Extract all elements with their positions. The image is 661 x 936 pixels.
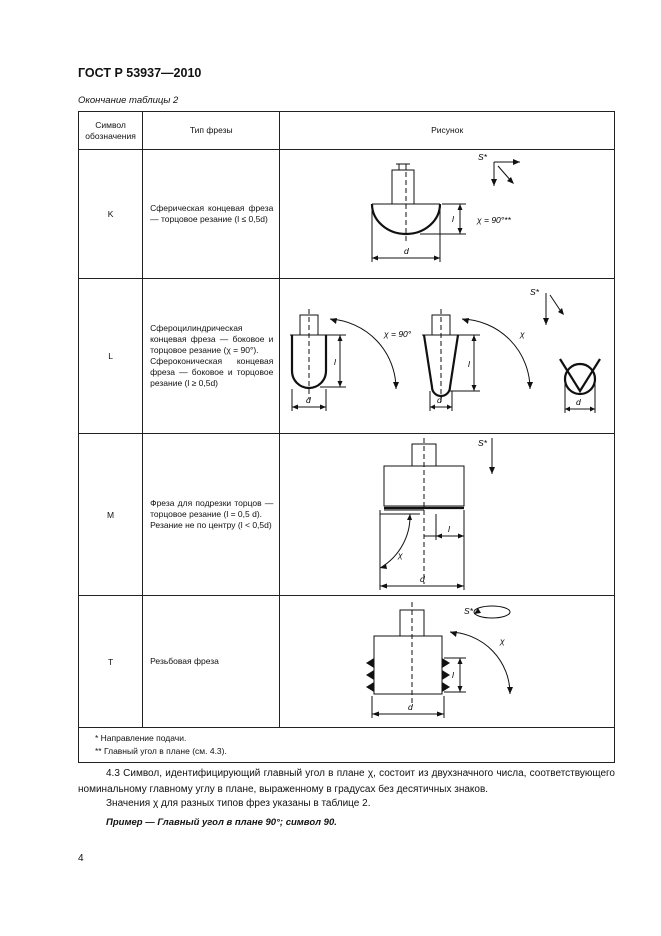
paragraph-4-3: 4.3 Символ, идентифицирующий главный угол в плане χ, состоит из двухзначного числа, соответствующего номинальному главному углу в плане, выраженному в градусах без десятичных знаков. bbox=[78, 768, 615, 795]
document-code: ГОСТ Р 53937—2010 bbox=[78, 66, 202, 80]
row-symbol: M bbox=[79, 434, 143, 596]
milling-cutter-table bbox=[78, 111, 615, 763]
thread-mill-drawing bbox=[366, 602, 513, 718]
row-type: Фреза для подрезки торцов — торцовое резание (l = 0,5 d). Резание не по центру (l < 0,5d) bbox=[143, 434, 280, 596]
face-mill-drawing bbox=[380, 438, 464, 590]
label-d: d bbox=[576, 397, 582, 407]
header-symbol: Символ обозначения bbox=[79, 112, 143, 150]
label-l: l bbox=[334, 357, 337, 367]
label-l: l bbox=[452, 670, 455, 680]
label-chi-90: χ = 90° bbox=[384, 329, 412, 339]
label-s: S* bbox=[530, 287, 540, 297]
row-symbol: T bbox=[79, 596, 143, 728]
label-chi: χ = 90°** bbox=[477, 215, 512, 225]
row-symbol: L bbox=[79, 279, 143, 434]
header-figure: Рисунок bbox=[280, 112, 615, 150]
feed-direction-arrows bbox=[478, 152, 520, 186]
label-d: d bbox=[404, 246, 410, 256]
page-number: 4 bbox=[78, 853, 84, 864]
label-chi: χ bbox=[520, 329, 525, 339]
example-text: Пример — Главный угол в плане 90°; символ 90. bbox=[106, 817, 337, 828]
table-row bbox=[79, 596, 615, 728]
label-l: l bbox=[468, 359, 471, 369]
label-d: d bbox=[306, 395, 312, 405]
table-caption: Окончание таблицы 2 bbox=[78, 95, 179, 106]
footnote: ** Главный угол в плане (см. 4.3). bbox=[95, 746, 227, 756]
label-chi: χ bbox=[500, 636, 505, 646]
row-type: Сферическая концевая фреза — торцовое резание (l ≤ 0,5d) bbox=[143, 150, 280, 279]
footnotes bbox=[79, 728, 615, 763]
footnotes-row bbox=[79, 728, 615, 763]
paragraph-values: Значения χ для разных типов фрез указаны в таблице 2. bbox=[106, 798, 371, 809]
figure-thread-mill bbox=[280, 596, 615, 728]
label-d: d bbox=[408, 702, 414, 712]
label-l: l bbox=[448, 524, 451, 534]
feed-rotation-arrows bbox=[464, 606, 510, 618]
footnote: * Направление подачи. bbox=[95, 733, 187, 743]
figure-face-mill bbox=[280, 434, 615, 596]
row-type: Резьбовая фреза bbox=[143, 596, 280, 728]
label-s: S* bbox=[464, 606, 474, 616]
table-row bbox=[79, 150, 615, 279]
row-symbol: K bbox=[79, 150, 143, 279]
row-type: Сфероцилиндрическая концевая фреза — боковое и торцовое резание (χ = 90°). Сфероконическая концевая фреза — боковое и торцовое резание (l ≥ 0,5d) bbox=[143, 279, 280, 434]
label-s: S* bbox=[478, 438, 488, 448]
label-d: d bbox=[420, 574, 426, 584]
label-d: d bbox=[437, 395, 443, 405]
table-row bbox=[79, 434, 615, 596]
figure-spherocylindrical-end-mill bbox=[280, 279, 615, 434]
label-l: l bbox=[452, 214, 455, 224]
table-row bbox=[79, 279, 615, 434]
feed-direction-arrows bbox=[478, 438, 495, 474]
header-type: Тип фрезы bbox=[143, 112, 280, 150]
table-header-row bbox=[79, 112, 615, 150]
label-s: S* bbox=[478, 152, 488, 162]
feed-direction-arrows bbox=[530, 287, 564, 325]
figure-spherical-end-mill bbox=[280, 150, 615, 279]
label-chi: χ bbox=[398, 550, 403, 560]
spherical-cutter-drawing bbox=[372, 164, 466, 262]
